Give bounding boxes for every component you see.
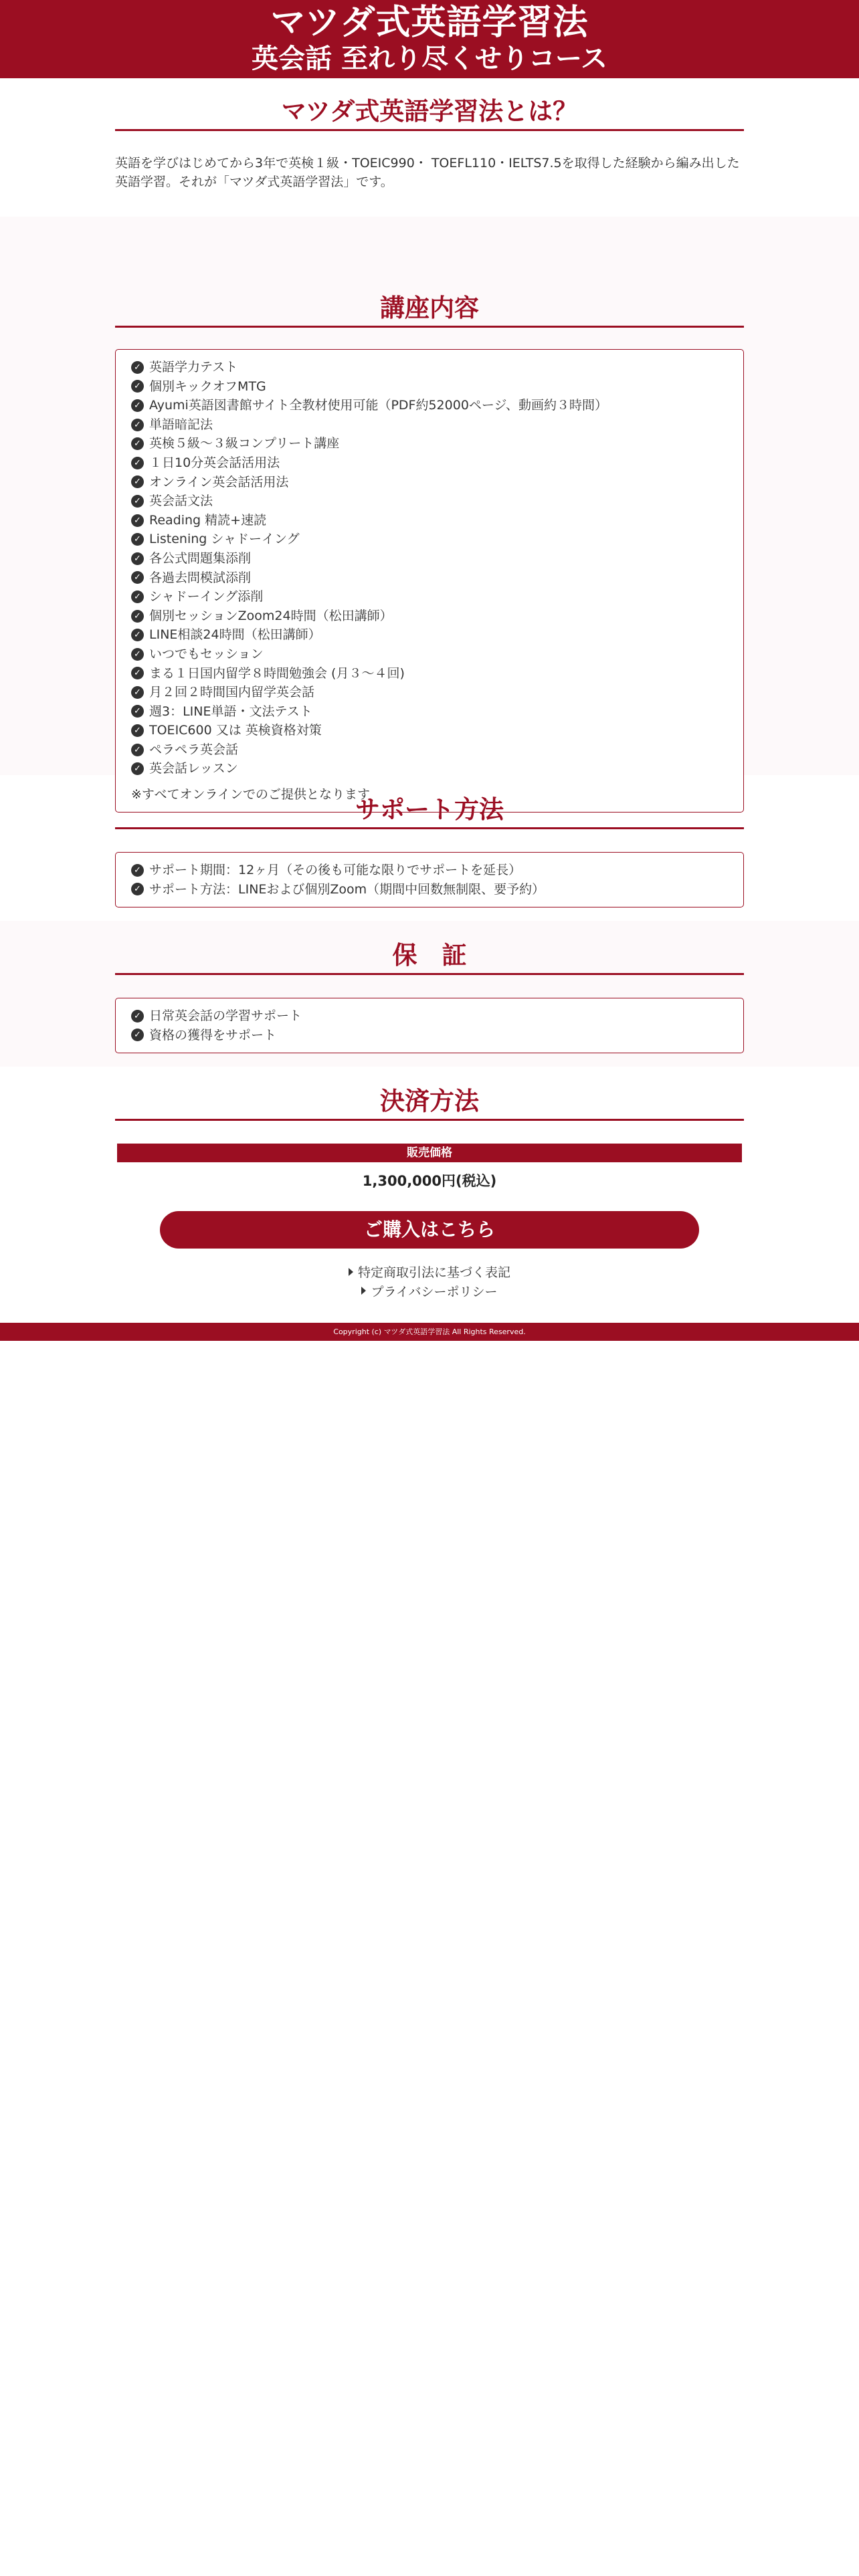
course-note: ※すべてオンラインでのご提供となります (131, 787, 370, 802)
intro-text: 英語を学びはじめてから3年で英検１級・TOEIC990・ TOEFL110・IELTS7.5を取得した経験から編み出した英語学習。それが「マツダ式英語学習法」です。 (115, 156, 740, 189)
list-item (131, 740, 728, 760)
check-circle-icon: ✓ (131, 883, 144, 895)
intro-section (0, 78, 859, 217)
list-item (131, 377, 728, 397)
check-circle-icon: ✓ (131, 705, 144, 718)
list-item-label: 英会話レッスン (149, 761, 238, 776)
check-circle-icon: ✓ (131, 495, 144, 508)
list-item-label: 各公式問題集添削 (149, 550, 252, 566)
list-item (131, 453, 728, 473)
list-item-label: 月２回２時間国内留学英会話 (149, 685, 315, 700)
list-item (131, 434, 728, 453)
support-section (0, 775, 859, 921)
list-item (131, 1026, 728, 1045)
check-circle-icon: ✓ (131, 380, 144, 393)
check-circle-icon: ✓ (131, 667, 144, 679)
list-item (131, 549, 728, 568)
check-circle-icon: ✓ (131, 864, 144, 877)
check-circle-icon: ✓ (131, 399, 144, 412)
price-value: 1,300,000円(税込) (362, 1173, 497, 1189)
payment-title: 決済方法 (115, 1087, 744, 1121)
caret-right-icon (349, 1268, 353, 1276)
caret-right-icon (361, 1287, 366, 1295)
list-item (131, 664, 728, 683)
list-item (131, 358, 728, 377)
list-item-label: いつでもセッション (149, 646, 264, 661)
payment-section (0, 1067, 859, 1323)
check-circle-icon: ✓ (131, 552, 144, 565)
list-item (131, 511, 728, 530)
site-title: マツダ式英語学習法 (270, 3, 589, 43)
list-item-label: 各過去問模試添削 (149, 570, 252, 585)
course-list (131, 358, 728, 778)
site-header (0, 0, 859, 78)
intro-title: マツダ式英語学習法とは？ (115, 97, 744, 131)
list-item-label: LINE相談24時間（松田講師） (149, 627, 321, 643)
list-item-label: ペラペラ英会話 (149, 742, 239, 757)
list-item-label: １日10分英会話活用法 (149, 455, 280, 470)
list-item-label: オンライン英会話活用法 (149, 474, 289, 490)
list-item-label: サポート期間：12ヶ月（その後も可能な限りでサポートを延長） (149, 863, 522, 877)
list-item (131, 683, 728, 702)
price-table (115, 1144, 744, 1190)
price-label: 販売価格 (117, 1144, 742, 1162)
list-item-label: 個別セッションZoom24時間（松田講師） (149, 608, 393, 623)
support-list (131, 861, 728, 899)
check-circle-icon: ✓ (131, 437, 144, 450)
list-item (131, 880, 728, 899)
link-tokushoho[interactable] (115, 1263, 744, 1283)
list-item-label: 英検５級〜３級コンプリート講座 (149, 436, 340, 451)
list-item (131, 861, 728, 880)
site-footer (0, 1323, 859, 1341)
list-item (131, 492, 728, 511)
course-section (0, 217, 859, 802)
check-circle-icon: ✓ (131, 610, 144, 623)
check-circle-icon: ✓ (131, 724, 144, 737)
copyright-text: Copyright (c) マツダ式英語学習法 All Rights Reserved. (333, 1327, 526, 1336)
list-item (131, 625, 728, 645)
check-circle-icon: ✓ (131, 591, 144, 603)
course-list-box (115, 349, 744, 813)
list-item-label: まる１日国内留学８時間勉強会 (月３〜４回) (149, 665, 405, 681)
list-item (131, 587, 728, 607)
list-item-label: シャドーイング添削 (149, 589, 264, 605)
check-circle-icon: ✓ (131, 571, 144, 584)
list-item-label: Ayumi英語図書館サイト全教材使用可能（PDF約52000ページ、動画約３時間） (149, 398, 608, 413)
course-title: 講座内容 (115, 294, 744, 328)
list-item-label: 週3：LINE単語・文法テスト (149, 704, 312, 719)
guarantee-list (131, 1006, 728, 1045)
support-title: サポート方法 (115, 795, 744, 829)
check-circle-icon: ✓ (131, 744, 144, 756)
list-item-label: 単語暗記法 (149, 417, 213, 432)
check-circle-icon: ✓ (131, 629, 144, 641)
check-circle-icon: ✓ (131, 475, 144, 488)
check-circle-icon: ✓ (131, 648, 144, 661)
check-circle-icon: ✓ (131, 762, 144, 775)
list-item-label: 日常英会話の学習サポート (149, 1008, 302, 1023)
list-item-label: 個別キックオフMTG (149, 379, 266, 394)
link-tokushoho-label: 特定商取引法に基づく表記 (357, 1265, 510, 1280)
link-privacy-policy-label: プライバシーポリシー (371, 1284, 498, 1299)
list-item (131, 721, 728, 740)
list-item-label: Listening シャドーイング (149, 532, 300, 547)
list-item (131, 645, 728, 664)
check-circle-icon: ✓ (131, 1010, 144, 1023)
list-item-label: Reading 精読+速読 (149, 512, 267, 528)
check-circle-icon: ✓ (131, 457, 144, 469)
check-circle-icon: ✓ (131, 533, 144, 546)
list-item (131, 607, 728, 626)
list-item-label: サポート方法：LINEおよび個別Zoom（期間中回数無制限、要予約） (149, 881, 545, 897)
list-item (131, 1006, 728, 1026)
link-privacy-policy[interactable] (115, 1283, 744, 1302)
support-list-box (115, 852, 744, 907)
legal-links (115, 1263, 744, 1301)
guarantee-title: 保 証 (115, 941, 744, 975)
list-item (131, 530, 728, 549)
buy-button[interactable]: ご購入はこちら (160, 1211, 699, 1249)
list-item-label: 資格の獲得をサポート (149, 1027, 277, 1043)
guarantee-list-box (115, 998, 744, 1053)
guarantee-section (0, 921, 859, 1067)
list-item (131, 568, 728, 588)
check-circle-icon: ✓ (131, 514, 144, 527)
list-item-label: 英会話文法 (149, 494, 213, 509)
list-item-label: TOEIC600 又は 英検資格対策 (149, 723, 322, 738)
check-circle-icon: ✓ (131, 686, 144, 699)
list-item (131, 396, 728, 415)
list-item (131, 702, 728, 722)
list-item (131, 415, 728, 435)
check-circle-icon: ✓ (131, 419, 144, 431)
list-item-label: 英語学力テスト (149, 360, 238, 374)
site-subtitle: 英会話 至れり尽くせりコース (252, 43, 607, 74)
check-circle-icon: ✓ (131, 361, 144, 374)
check-circle-icon: ✓ (131, 1029, 144, 1041)
list-item (131, 473, 728, 492)
